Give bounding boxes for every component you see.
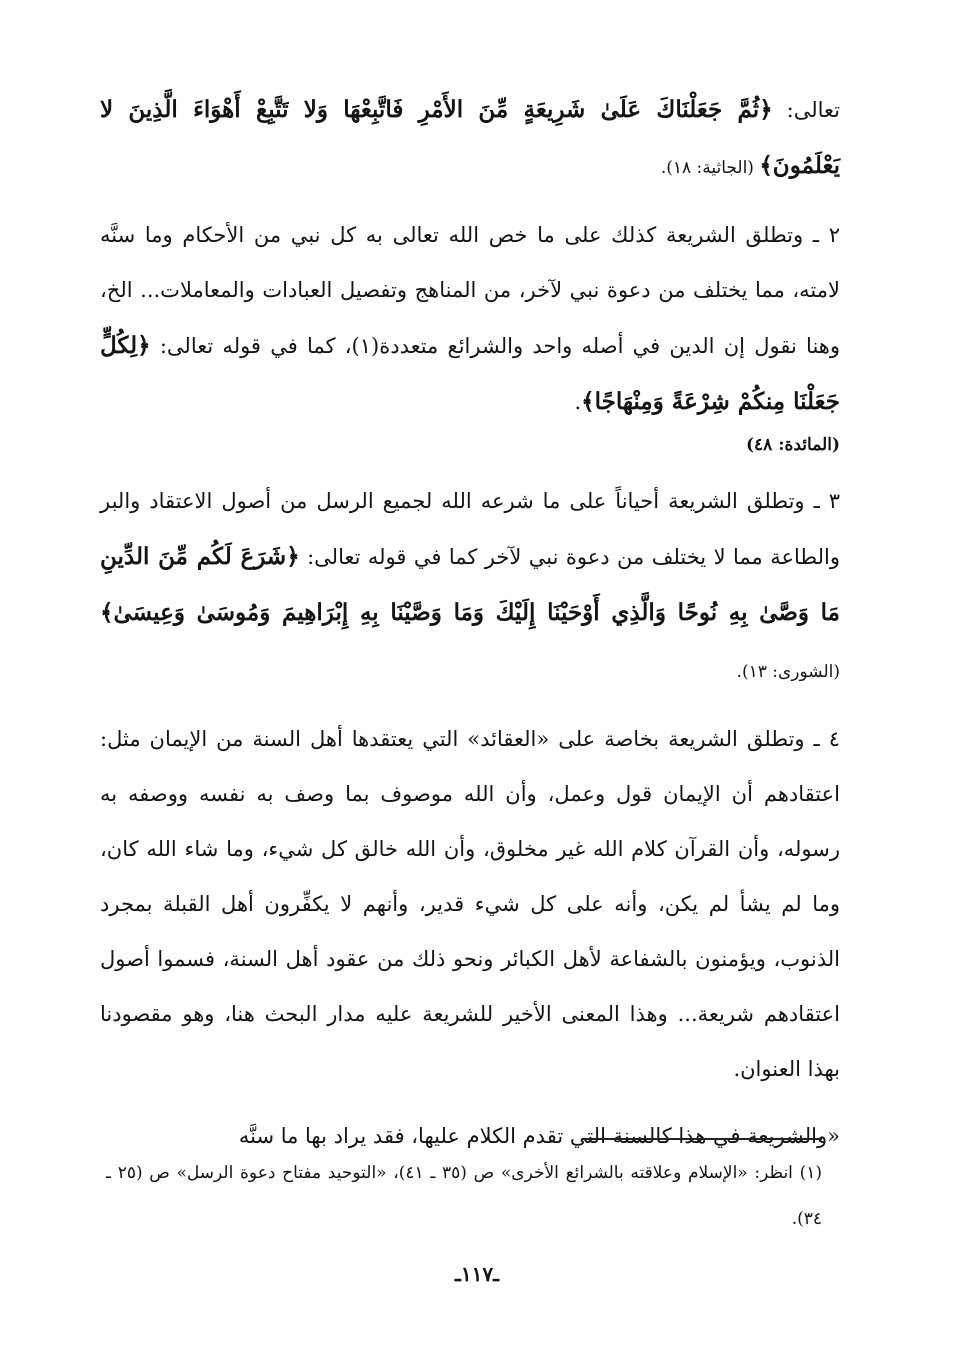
paragraph-text: ٣ ـ وتطلق الشريعة أحياناً على ما شرعه الله لجميع الرسل من أصول الاعتقاد والبر والطاعة مما لا يختلف من دعوة نبي لآخر كما في قوله تعالى: [100,489,840,569]
quran-verse: ﴿ثُمَّ جَعَلْنَاكَ عَلَىٰ شَرِيعَةٍ مِّنَ الأَمْرِ فَاتَّبِعْهَا وَلا تَتَّبِعْ أَهْوَاءَ الَّذِينَ لا يَعْلَمُونَ﴾ [100,96,840,179]
verse-reference: (الشورى: ١٣). [736,662,840,682]
paragraph-text: ٢ ـ وتطلق الشريعة كذلك على ما خص الله تعالى به كل نبي من الأحكام وما سنَّه لامته، مما يختلف من دعوة نبي لآخر، من المناهج وتفصيل العبادات والمعاملات... الخ، وهنا نقول إن الدين في أصله واحد والشرائع متعددة(١)، كما في قوله تعالى: [100,223,840,358]
paragraph-prefix: تعالى: [772,98,840,122]
quran-verse: ﴿لِكُلٍّ جَعَلْنَا مِنكُمْ شِرْعَةً وَمِنْهَاجًا﴾ [100,332,840,415]
paragraph-verse-jathiya [100,82,840,196]
verse-reference-maidah: (المائدة: ٤٨) [745,435,840,455]
footnotes [106,1150,822,1242]
page-number: ـ١١٧ـ [455,1262,499,1286]
paragraph-text: «والشريعة في هذا كالسنة التي تقدم الكلام عليها، فقد يراد بها ما سنَّه [238,1124,840,1148]
paragraph-tail: . [574,390,582,414]
paragraph-item-2 [100,208,840,430]
paragraph-item-4 [100,712,840,1097]
quran-verse: ﴿شَرَعَ لَكُم مِّنَ الدِّينِ مَا وَصَّىٰ بِهِ نُوحًا وَالَّذِي أَوْحَيْنَا إِلَيْكَ وَمَا وَصَّيْنَا بِهِ إِبْرَاهِيمَ وَمُوسَىٰ وَعِيسَىٰ﴾ [100,543,840,626]
footnote-divider [582,1138,822,1140]
verse-reference: (الجاثية: ١٨). [660,158,760,178]
paragraph-text: ٤ ـ وتطلق الشريعة بخاصة على «العقائد» التي يعتقدها أهل السنة من الإيمان مثل: اعتقادهم أن الإيمان قول وعمل، وأن الله موصوف بما وصف به نفسه ووصفه به رسوله، وأن القرآن كلام الله غير مخلوق، وأن الله خالق كل شيء، وما شاء الله كان، وما لم يشأ لم يكن، وأنه على كل شيء قدير، وأنهم لا يكفِّرون أهل القبلة بمجرد الذنوب، ويؤمنون بالشفاعة لأهل الكبائر ونحو ذلك من عقود أهل السنة، فسموا أصول اعتقادهم شريعة... وهذا المعنى الأخير للشريعة عليه مدار البحث هنا، وهو مقصودنا بهذا العنوان. [100,727,840,1081]
page-body [100,82,840,1164]
footnote-1: (١) انظر: «الإسلام وعلاقته بالشرائع الأخرى» ص (٣٥ ـ ٤١)، «التوحيد مفتاح دعوة الرسل» ص (٢٥ ـ ٣٤). [106,1163,823,1229]
paragraph-item-3 [100,474,840,700]
